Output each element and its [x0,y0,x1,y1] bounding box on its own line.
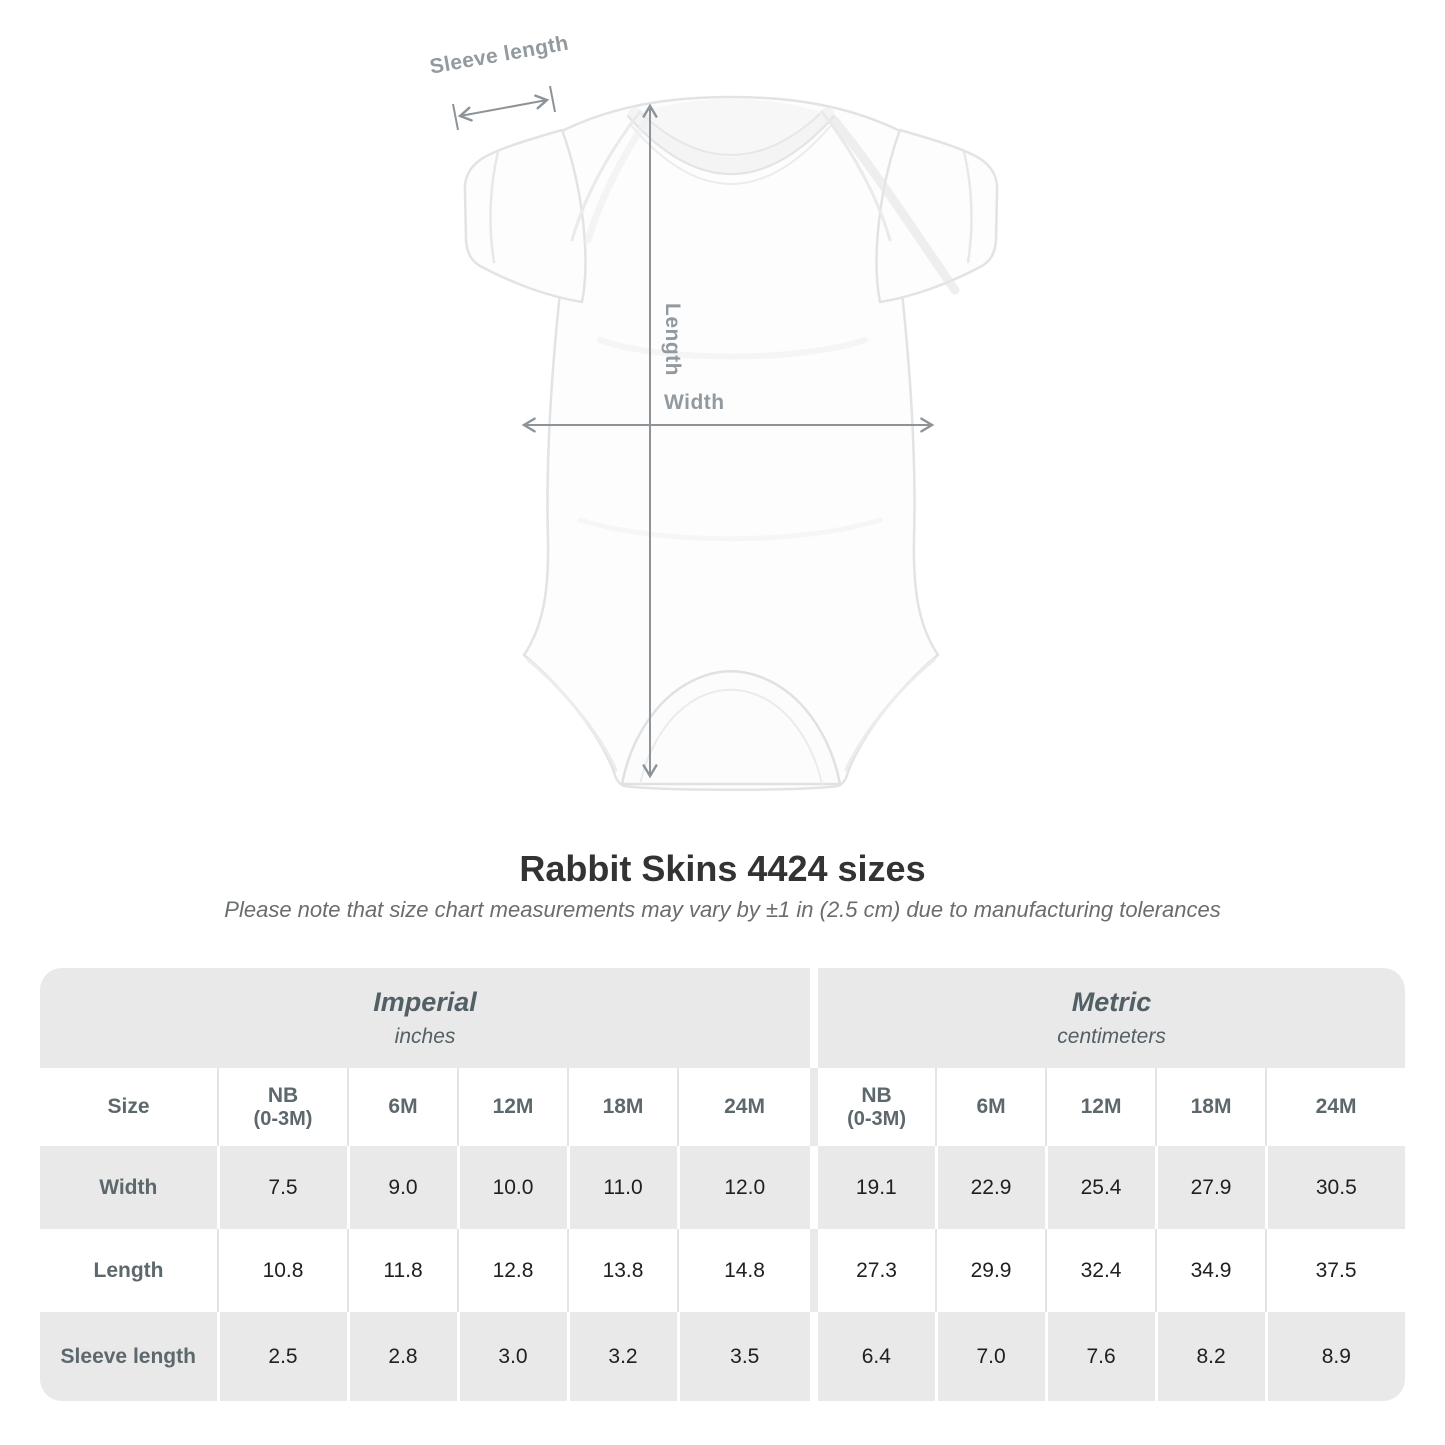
right-sleeve [877,130,998,302]
sleeve-imperial-18m: 3.2 [568,1312,678,1401]
sleeve-imperial-12m: 3.0 [458,1312,568,1401]
left-sleeve [465,130,586,302]
imperial-label: Imperial [373,987,477,1017]
section-divider [810,1229,818,1312]
length-row [40,1229,1405,1312]
imperial-section-header [40,968,810,1068]
imperial-unit-label: inches [394,1025,456,1048]
sleeve-length-row [40,1312,1405,1401]
length-imperial-18m: 13.8 [568,1229,678,1312]
tolerance-note: Please note that size chart measurements may vary by ±1 in (2.5 cm) due to manufacturing tolerances [224,897,1221,922]
column-header-imperial-6m: 6M [348,1068,458,1146]
size-corner-header: Size [40,1068,218,1146]
width-label: Width [664,391,725,414]
size-table [40,968,1405,1401]
row-label: Length [40,1229,218,1312]
sleeve-metric-18m: 8.2 [1156,1312,1266,1401]
sleeve-arrow-tick-right [550,86,555,112]
sleeve-arrow-tick-left [453,104,458,130]
column-header-imperial-24m: 24M [678,1068,810,1146]
width-metric-6m: 22.9 [936,1146,1046,1229]
sleeve-length-label: Sleeve length [428,31,571,79]
length-metric-nb: 27.3 [818,1229,936,1312]
width-imperial-12m: 10.0 [458,1146,568,1229]
length-imperial-24m: 14.8 [678,1229,810,1312]
length-metric-6m: 29.9 [936,1229,1046,1312]
length-metric-24m: 37.5 [1266,1229,1405,1312]
length-imperial-12m: 12.8 [458,1229,568,1312]
page-title: Rabbit Skins 4424 sizes [519,848,926,889]
width-row [40,1146,1405,1229]
column-header-row [40,1068,1405,1146]
section-divider [810,968,818,1068]
width-imperial-6m: 9.0 [348,1146,458,1229]
column-header-metric-6m: 6M [936,1068,1046,1146]
length-imperial-nb: 10.8 [218,1229,348,1312]
width-imperial-24m: 12.0 [678,1146,810,1229]
width-metric-nb: 19.1 [818,1146,936,1229]
length-metric-18m: 34.9 [1156,1229,1266,1312]
metric-label: Metric [1071,987,1152,1017]
unit-header-row [40,968,1405,1068]
sleeve-metric-nb: 6.4 [818,1312,936,1401]
row-label: Sleeve length [40,1312,218,1401]
sleeve-length-arrow [460,100,547,116]
row-label: Width [40,1146,218,1229]
sleeve-metric-12m: 7.6 [1046,1312,1156,1401]
length-imperial-6m: 11.8 [348,1229,458,1312]
column-header-metric-12m: 12M [1046,1068,1156,1146]
width-metric-12m: 25.4 [1046,1146,1156,1229]
column-header-imperial-18m: 18M [568,1068,678,1146]
size-table-container [40,968,1405,1401]
sleeve-imperial-nb: 2.5 [218,1312,348,1401]
metric-section-header [818,968,1405,1068]
column-header-imperial-12m: 12M [458,1068,568,1146]
sleeve-metric-24m: 8.9 [1266,1312,1405,1401]
sleeve-metric-6m: 7.0 [936,1312,1046,1401]
bodysuit-garment [465,97,997,790]
length-metric-12m: 32.4 [1046,1229,1156,1312]
section-divider [810,1146,818,1229]
length-label: Length [661,303,684,376]
sleeve-imperial-24m: 3.5 [678,1312,810,1401]
width-imperial-nb: 7.5 [218,1146,348,1229]
column-header-imperial-nb: NB (0-3M) [218,1068,348,1146]
width-metric-24m: 30.5 [1266,1146,1405,1229]
sleeve-imperial-6m: 2.8 [348,1312,458,1401]
section-divider [810,1312,818,1401]
column-header-metric-nb: NB (0-3M) [818,1068,936,1146]
width-imperial-18m: 11.0 [568,1146,678,1229]
column-header-metric-24m: 24M [1266,1068,1405,1146]
width-metric-18m: 27.9 [1156,1146,1266,1229]
section-divider [810,1068,818,1146]
column-header-metric-18m: 18M [1156,1068,1266,1146]
metric-unit-label: centimeters [1057,1025,1166,1048]
